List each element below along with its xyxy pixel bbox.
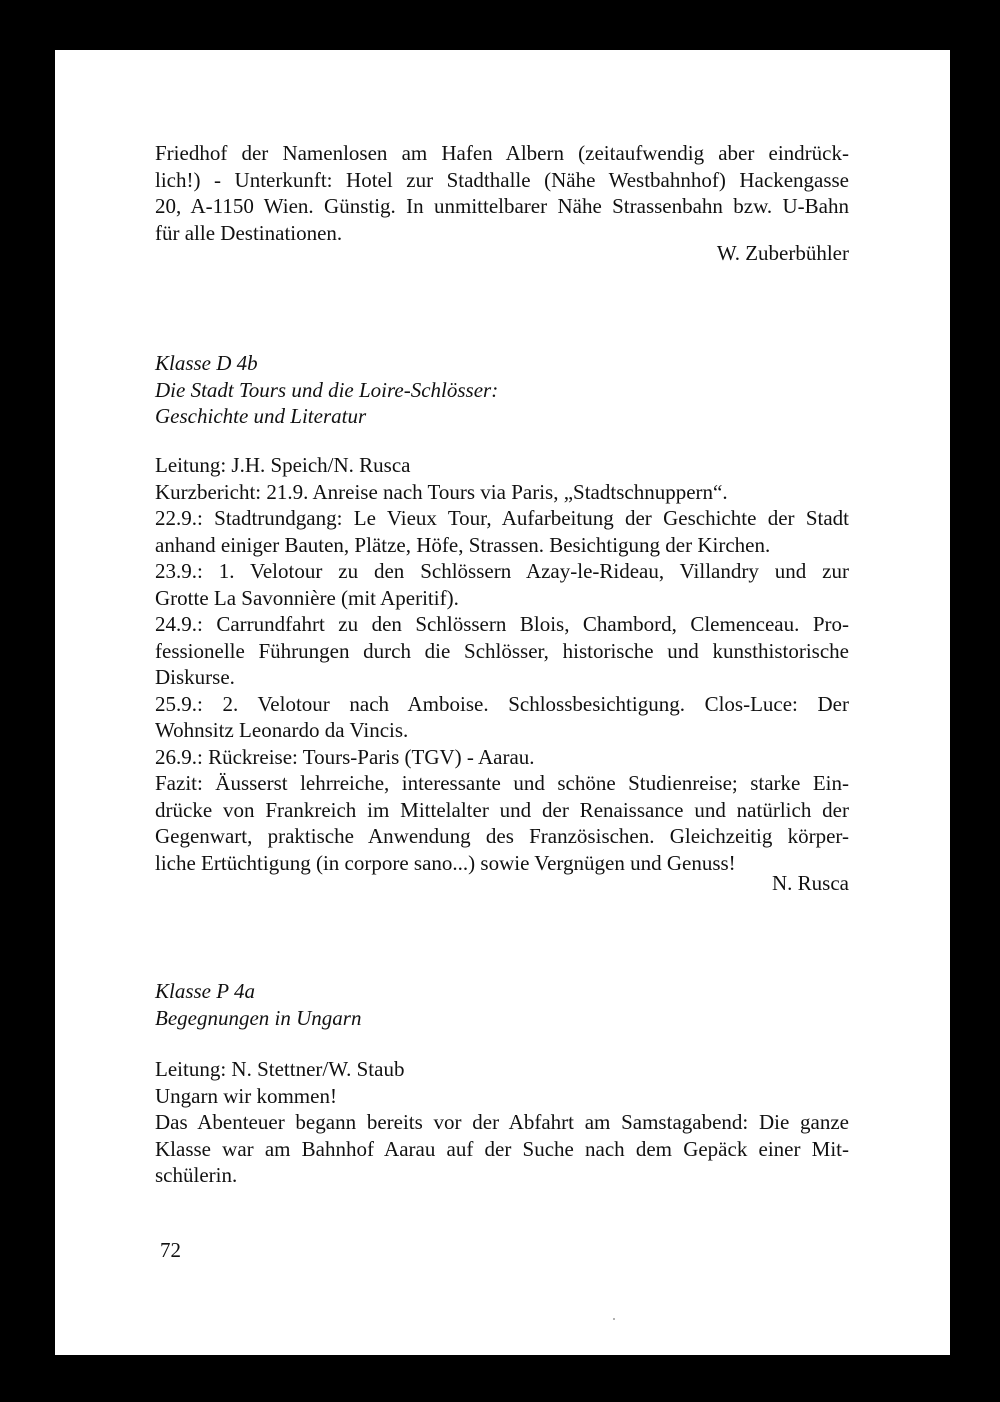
leitung-line: Leitung: N. Stettner/W. Staub [155,1057,405,1081]
report-line: drücke von Frankreich im Mittelalter und der Renaissance und natürlich der [155,797,849,822]
report-line: 23.9.: 1. Velotour zu den Schlössern Azay-le-Rideau, Villandry und zur [155,559,849,583]
report-line: Kurzbericht: 21.9. Anreise nach Tours via Paris, „Stadtschnuppern“. [155,479,728,504]
report-line: 22.9.: Stadtrundgang: Le Vieux Tour, Aufarbeitung der Geschichte der Stadt [155,506,849,530]
leitung-line: Leitung: J.H. Speich/N. Rusca [155,453,411,477]
report-line: liche Ertüchtigung (in corpore sano...) sowie Vergnügen und Genuss! [155,850,736,875]
section1-line: Friedhof der Namenlosen am Hafen Albern (zeitaufwendig aber eindrück- [155,141,849,165]
report-line: schülerin. [155,1163,238,1187]
class-label: Klasse P 4a [155,979,255,1003]
report-line: Klasse war am Bahnhof Aarau auf der Suche nach dem Gepäck einer Mit- [155,1136,849,1161]
trip-title: Begegnungen in Ungarn [155,1005,362,1030]
report-line: Das Abenteuer begann bereits vor der Abfahrt am Samstagabend: Die ganze [155,1110,849,1134]
document-page [55,50,950,1355]
trip-subtitle: Geschichte und Literatur [155,404,367,428]
section1-line: lich!) - Unterkunft: Hotel zur Stadthalle (Nähe Westbahnhof) Hackengasse [155,167,849,192]
section1-line: 20, A-1150 Wien. Günstig. In unmittelbarer Nähe Strassenbahn bzw. U-Bahn [155,194,849,218]
scan-speck [613,1318,615,1320]
section1-author: W. Zuberbühler [716,241,849,265]
report-line: Diskurse. [155,665,235,689]
report-line: Fazit: Äusserst lehrreiche, interessante und schöne Studienreise; starke Ein- [155,771,849,795]
report-line: 26.9.: Rückreise: Tours-Paris (TGV) - Aarau. [155,744,535,769]
trip-title: Die Stadt Tours und die Loire-Schlösser: [155,377,499,402]
report-line: Grotte La Savonnière (mit Aperitif). [155,585,459,610]
report-line: Ungarn wir kommen! [155,1083,337,1108]
report-line: 24.9.: Carrundfahrt zu den Schlössern Blois, Chambord, Clemenceau. Pro- [155,612,849,636]
section1-line: für alle Destinationen. [155,220,343,245]
report-line: fessionelle Führungen durch die Schlösser, historische und kunsthistorische [155,638,849,663]
report-line: 25.9.: 2. Velotour nach Amboise. Schlossbesichtigung. Clos-Luce: Der [155,691,849,716]
section2-author: N. Rusca [772,871,849,895]
section2-body [155,452,849,876]
report-line: Wohnsitz Leonardo da Vincis. [155,718,409,742]
page-number: 72 [160,1238,181,1262]
section3-heading [155,978,849,1031]
section1-body [155,140,849,246]
report-line: anhand einiger Bauten, Plätze, Höfe, Strassen. Besichtigung der Kirchen. [155,532,771,557]
class-label: Klasse D 4b [155,351,258,375]
section2-heading [155,350,849,430]
report-line: Gegenwart, praktische Anwendung des Französischen. Gleichzeitig körper- [155,824,849,848]
section3-body [155,1056,849,1189]
